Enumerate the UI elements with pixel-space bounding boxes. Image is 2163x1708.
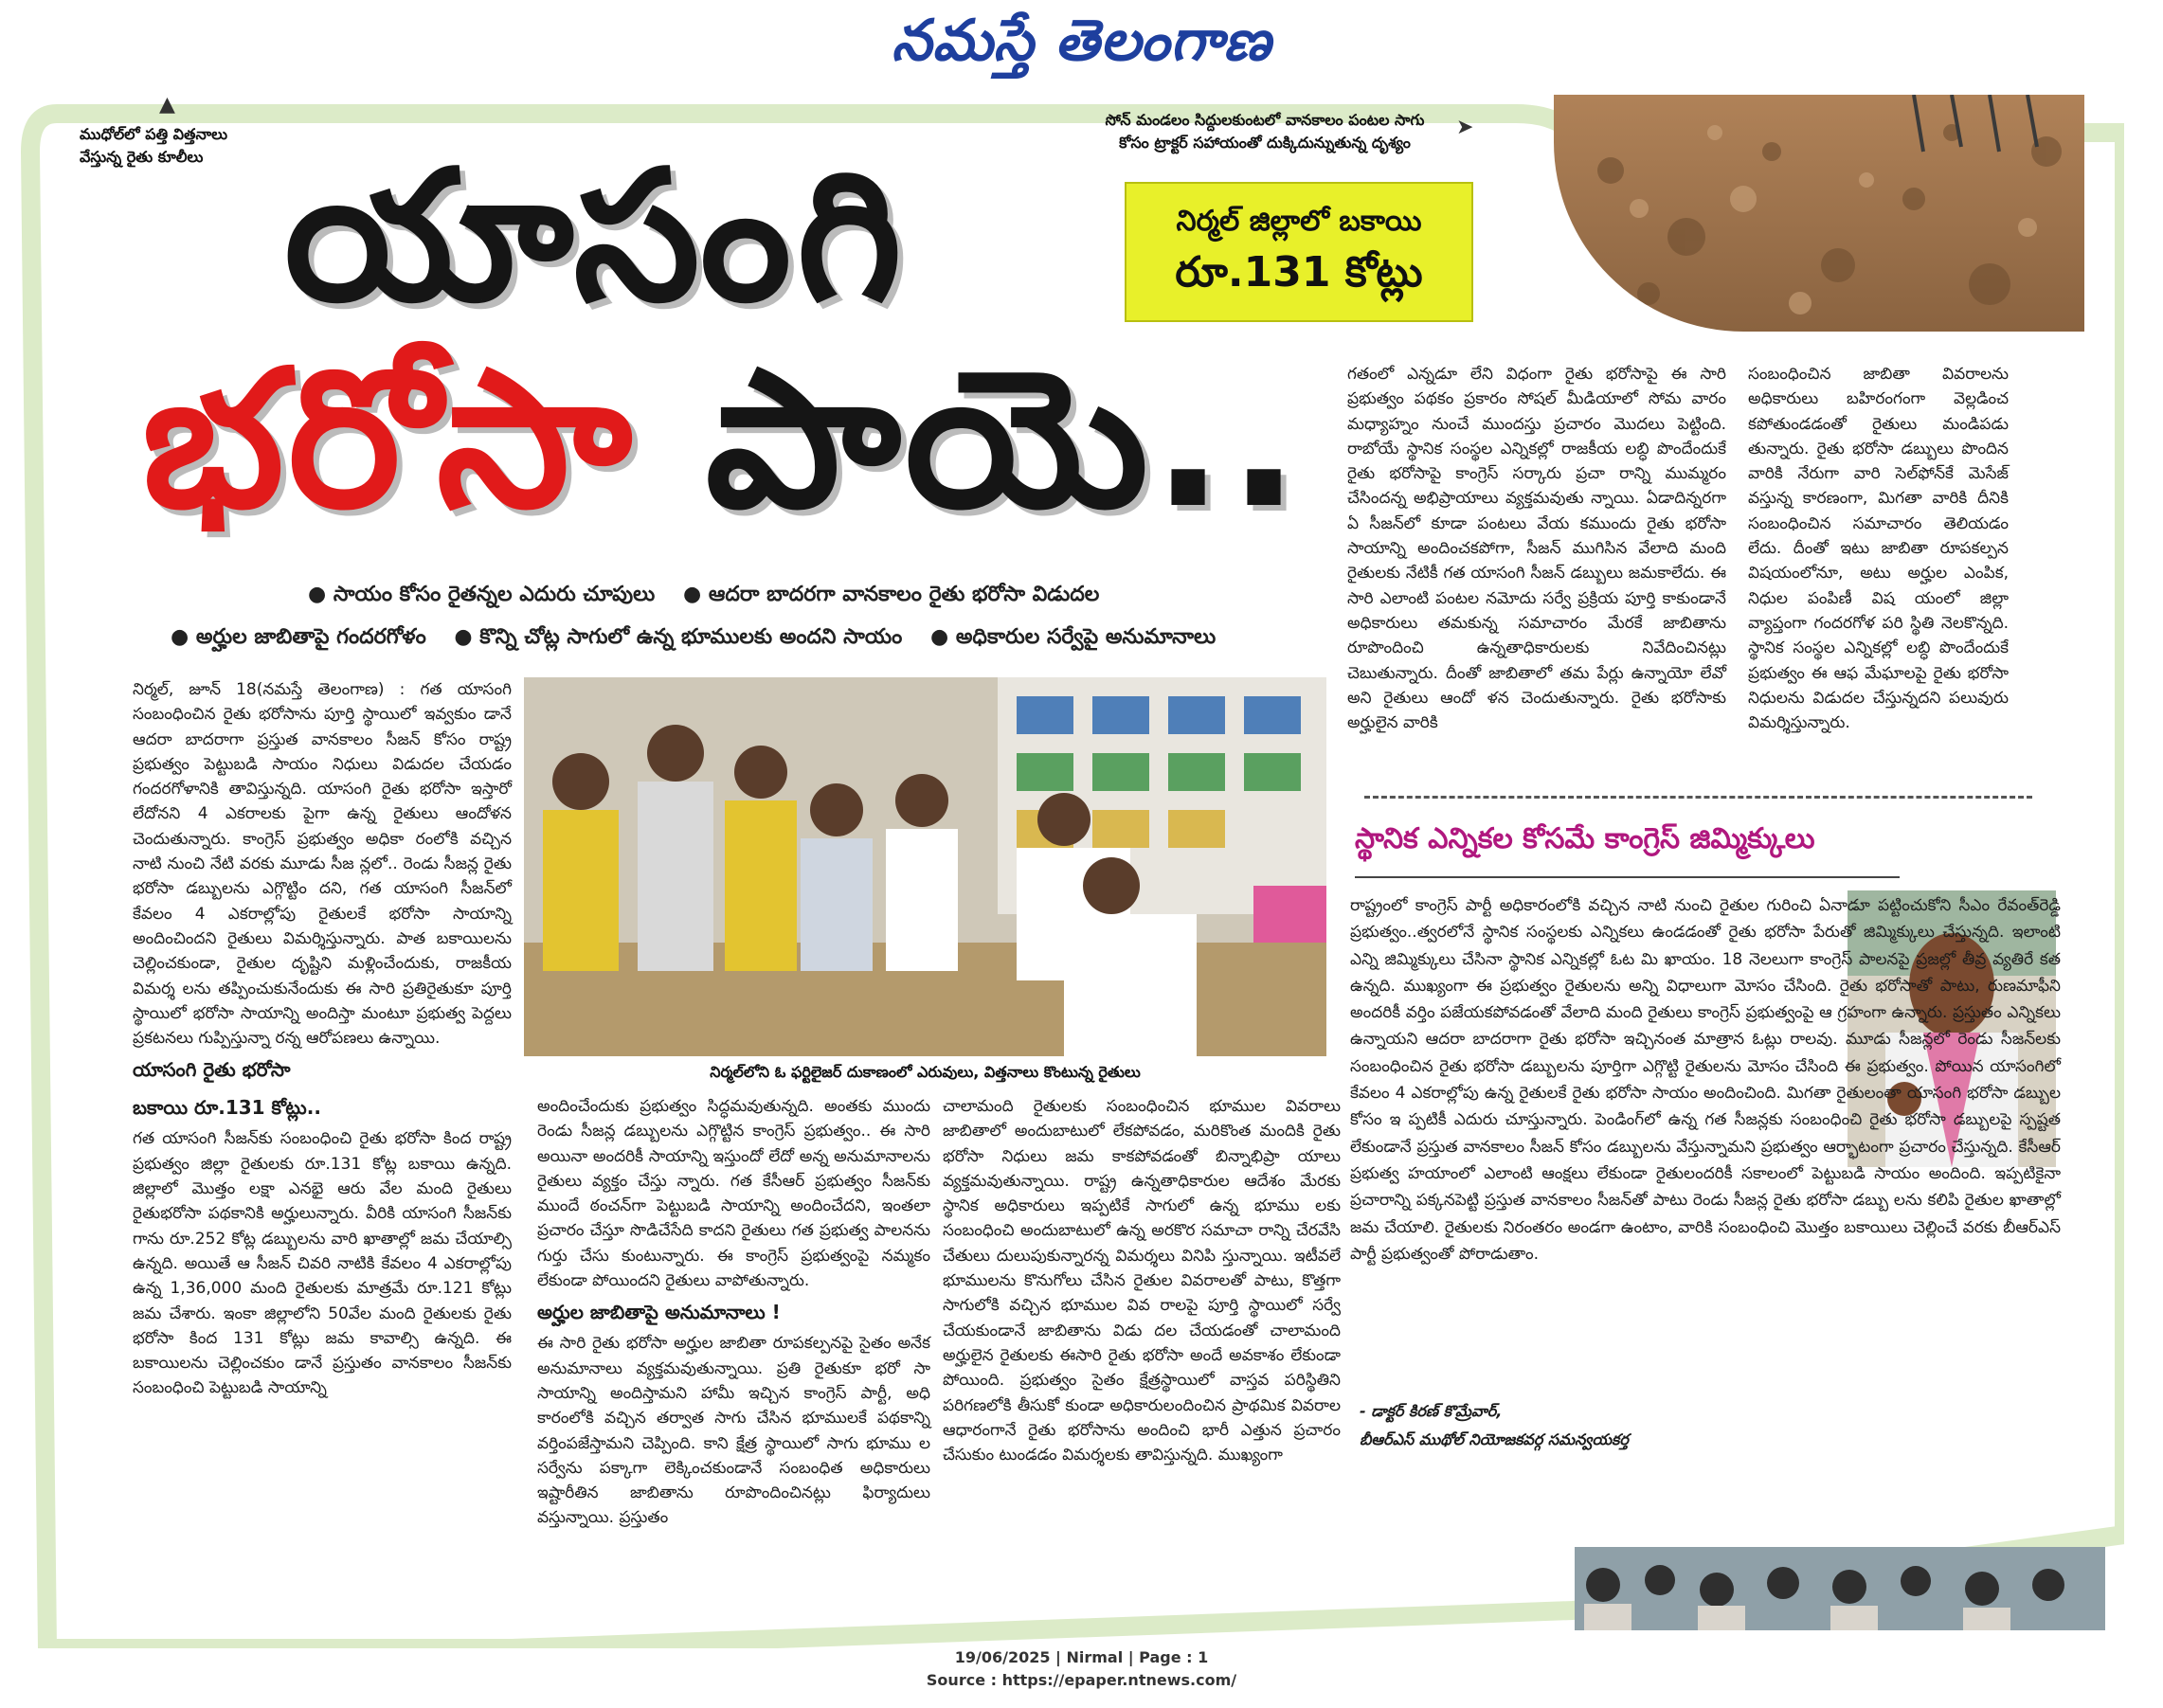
article-col3: చాలామంది రైతులకు సంబంధించిన భూముల వివరాలు జాబితాలో అందుబాటులో లేకపోవడం, మరికొంత మందికి రైతు భరోసా నిధులు జమ కాకపోవడంతో బిన్నాభిప్రా యాలు వ్యక్తమవుతున్నాయి. రాష్ట్ర ఉన్నతాధికారుల ఆదేశం మేరకు స్థానిక అధికారులు ఇప్పటికే సాగులో ఉన్న భూము లకు సంబంధించి అందుబాటులో ఉన్న అరకొర సమాచా రాన్ని చేరవేసి చేతులు దులుపుకున్నారన్న విమర్శలు వినిపి స్తున్నాయి. ఇటీవలే భూములను కొనుగోలు చేసిన రైతుల వివరాలతో పాటు, కొత్తగా సాగులోకి వచ్చిన భూముల వివ రాలపై పూర్తి స్థాయిలో సర్వే చేయకుండానే జాబితాను విడు దల చేయడంతో చాలామంది అర్హులైన రైతులకు ఈసారి రైతు భరోసా అందే అవకాశం లేకుండా పోయింది. ప్రభుత్వం సైతం క్షేత్రస్థాయిలో వాస్తవ పరిస్థితిని పరిగణలోకి తీసుకో కుండా అధికారులందించిన ప్రాథమిక వివరాల ఆధారంగానే రైతు భరోసాను అందించి భారీ ఎత్తున ప్రచారం చేసుకుం టుండడం విమర్శలకు తావిస్తున్నది. ముఖ్యంగా [943, 1097, 1341, 1465]
headline-line1: యాసంగి [284, 132, 908, 341]
arrow-up-icon: ▲ [159, 93, 175, 117]
subhead-bullets-row2: ● అర్హుల జాబితాపై గందరగోళం ● కొన్ని చోట్ల సాగులో ఉన్న భూములకు అందని సాయం ● అధికారుల సర్వేపై అనుమానాలు [171, 625, 1217, 649]
sidebar-signature: - డాక్టర్ కిరణ్ కొమ్రేవార్, బీఆర్ఎస్ ముథోల్ నియోజకవర్గ సమన్వయకర్త [1360, 1402, 1629, 1448]
caption-tractor: సోన్ మండలం సిద్దులకుంటలో వానకాలం పంటల సాగు కోసం ట్రాక్టర్ సహాయంతో దుక్కిదున్నుతున్న దృశ్యం [1105, 111, 1425, 152]
caption-cotton-sowing: ముధోల్‌లో పత్తి విత్తనాలు వేస్తున్న రైతు కూలీలు [80, 125, 227, 166]
shop-photo-caption: నిర్మల్‌లోని ఓ ఫర్టిలైజర్ దుకాణంలో ఎరువులు, విత్తనాలు కొంటున్న రైతులు [710, 1063, 1141, 1081]
arrears-box: నిర్మల్ జిల్లాలో బకాయి రూ.131 కోట్లు [1125, 182, 1473, 322]
section-divider [1364, 796, 2032, 799]
sidebar-title-rule [1355, 876, 1900, 878]
masthead-title: నమస్తే తెలంగాణ [891, 8, 1272, 74]
article-col1: నిర్మల్, జూన్ 18(నమస్తే తెలంగాణ) : గత యాసంగి సంబంధించిన రైతు భరోసాను పూర్తి స్థాయిలో ఇవ్వకుం డానే ఆదరా బాదరాగా ప్రస్తుత వానకాలం సీజన్ కోసం రాష్ట్ర ప్రభుత్వం పెట్టుబడి సాయం నిధులు విడుదల చేయడం గందరగోళానికి తావిస్తున్నది. యాసంగి రైతు భరోసా ఇస్తారో లేదోనని 4 ఎకరాలకు పైగా ఉన్న రైతులు ఆందోళన చెందుతున్నారు. కాంగ్రెస్ ప్రభుత్వం అధికా రంలోకి వచ్చిన నాటి నుంచి నేటి వరకు మూడు సీజ న్లలో.. రెండు సీజన్ల రైతు భరోసా డబ్బులను ఎగ్గొట్టిం దని, గత యాసంగి సీజన్‌లో కేవలం 4 ఎకరాల్లోపు రైతులకే భరోసా సాయాన్ని అందించిందని రైతులు విమర్శిస్తున్నారు. పాత బకాయిలను చెల్లించకుండా, రైతుల దృష్టిని మళ్లించేందుకు, రాజకీయ విమర్శ లను తప్పించుకునేందుకు ఈ సారి ప్రతిరైతుకూ పూర్తి స్థాయిలో భరోసా సాయాన్ని అందిస్తా మంటూ ప్రభుత్వ పెద్దలు ప్రకటనలు గుప్పిస్తున్నా రన్న ఆరోపణలు ఉన్నాయి. యాసంగి రైతు భరోసా బకాయి రూ.131 కోట్లు.. గత యాసంగి సీజన్‌కు సంబంధించి రైతు భరోసా కింద రాష్ట్ర ప్రభుత్వం జిల్లా రైతులకు రూ.131 కోట్ల బకాయి ఉన్నది. జిల్లాలో మొత్తం లక్షా ఎనభై ఆరు వేల మంది రైతులు రైతుభరోసా పథకానికి అర్హులున్నారు. వీరికి యాసంగి సీజన్‌కు గాను రూ.252 కోట్ల డబ్బులను వారి ఖాతాల్లో జమ చేయాల్సి ఉన్నది. అయితే ఆ సీజన్ చివరి నాటికి కేవలం 4 ఎకరాల్లోపు ఉన్న 1,36,000 మంది రైతులకు మాత్రమే రూ.121 కోట్లు జమ చేశారు. ఇంకా జిల్లాలోని 50వేల మంది రైతులకు రైతు భరోసా కింద 131 కోట్లు జమ కావాల్సి ఉన్నది. ఈ బకాయిలను చెల్లించకుం డానే ప్రస్తుతం వానకాలం సీజన్‌కు సంబంధించి పెట్టుబడి సాయాన్ని [133, 680, 512, 1398]
article-col5: సంబంధించిన జాబితా వివరాలను అధికారులు బహిరంగంగా వెల్లడించ కపోతుండడంతో రైతులు మండిపడు తున్నారు. రైతు భరోసా డబ్బులు పొందిన వారికి నేరుగా వారి సెల్‌ఫోన్‌కే మెసేజ్ వస్తున్న కారణంగా, మిగతా వారికి దీనికి సంబంధించిన సమాచారం తెలియడం లేదు. దీంతో ఇటు జాబితా రూపకల్పన విషయంలోనూ, అటు అర్హుల ఎంపిక, నిధుల పంపిణీ విష యంలో జిల్లా వ్యాప్తంగా గందరగోళ పరి స్థితి నెలకొన్నది. స్థానిక సంస్థల ఎన్నికల్లో లబ్ధి పొందేందుకే ప్రభుత్వం ఈ ఆఫ మేఘాలపై రైతు భరోసా నిధులను విడుదల చేస్తున్నదని పలువురు విమర్శిస్తున్నారు. [1748, 365, 2009, 733]
crowd-photo [1575, 1547, 2105, 1630]
subhead-bullets-row1: ● సాయం కోసం రైతన్నల ఎదురు చూపులు ● ఆదరా బాదరగా వానకాలం రైతు భరోసా విడుదల [308, 583, 1100, 606]
arrow-right-icon: ➤ [1456, 116, 1474, 139]
footer: 19/06/2025 | Nirmal | Page : 1 Source : https://epaper.ntnews.com/ [926, 1648, 1237, 1689]
article-col4: గతంలో ఎన్నడూ లేని విధంగా రైతు భరోసాపై ఈ సారి ప్రభుత్వం పథకం ప్రకారం సోషల్ మీడియాలో సోమ వారం మధ్యాహ్నం నుంచే ముందస్తు ప్రచారం మొదలు పెట్టింది. రాబోయే స్థానిక సంస్థల ఎన్నికల్లో రాజకీయ లబ్ధి పొందేందుకే రైతు భరోసాపై కాంగ్రెస్ సర్కారు ప్రచా రాన్ని ముమ్మరం చేసిందన్న అభిప్రాయాలు వ్యక్తమవుతు న్నాయి. ఏడాదిన్నరగా ఏ సీజన్‌లో కూడా పంటలు వేయ కముందు రైతు భరోసా సాయాన్ని అందించకపోగా, సీజన్ ముగిసిన వేలాది మంది రైతులకు నేటికీ గత యాసంగి సీజన్ డబ్బులు జమకాలేదు. ఈ సారి ఎలాంటి పంటల నమోదు సర్వే ప్రక్రియ పూర్తి కాకుండానే అధికారులు తమకున్న సమాచారం మేరకే జాబితాను రూపొందించి ఉన్నతాధికారులకు నివేదించినట్లు చెబుతున్నారు. దీంతో జాబితాలో తమ పేర్లు ఉన్నాయో లేవో అని రైతులు ఆందో ళన చెందుతున్నారు. రైతు భరోసాకు అర్హులైన వారికి [1347, 365, 1726, 733]
fertilizer-shop-photo [524, 677, 1326, 1056]
article-col2: అందించేందుకు ప్రభుత్వం సిద్ధమవుతున్నది. అంతకు ముందు రెండు సీజన్ల డబ్బులను ఎగ్గొట్టిన కాంగ్రెస్ ప్రభుత్వం.. ఈ సారి అయినా అందరికీ సాయాన్ని ఇస్తుందో లేదో అన్న అనుమానాలను రైతులు వ్యక్తం చేస్తు న్నారు. గత కేసీఆర్ ప్రభుత్వం సీజన్‌కు ముందే ఠంచన్‌గా పెట్టుబడి సాయాన్ని అందించేదని, ఇంతలా ప్రచారం చేస్తూ సొడిచేసేది కాదని రైతులు గత ప్రభుత్వ పాలనను గుర్తు చేసు కుంటున్నారు. ఈ కాంగ్రెస్ ప్రభుత్వంపై నమ్మకం లేకుండా పోయిందని రైతులు వాపోతున్నారు. అర్హుల జాబితాపై అనుమానాలు ! ఈ సారి రైతు భరోసా అర్హుల జాబితా రూపకల్పనపై సైతం అనేక అనుమానాలు వ్యక్తమవుతున్నాయి. ప్రతి రైతుకూ భరో సా సాయాన్ని అందిస్తామని హామీ ఇచ్చిన కాంగ్రెస్ పార్టీ, అధి కారంలోకి వచ్చిన తర్వాత సాగు చేసిన భూములకే పథకాన్ని వర్తింపజేస్తామని చెప్పింది. కాని క్షేత్ర స్థాయిలో సాగు భూము ల సర్వేను పక్కాగా లెక్కించకుండానే సంబంధిత అధికారులు ఇష్టారీతిన జాబితాను రూపొందించినట్లు ఫిర్యాదులు వస్తున్నాయి. ప్రస్తుతం [537, 1097, 930, 1528]
sidebar-body: రాష్ట్రంలో కాంగ్రెస్ పార్టీ అధికారంలోకి వచ్చిన నాటి నుంచి రైతుల గురించి ఏనాడూ పట్టించుకోని సీఎం రేవంత్‌రెడ్డి ప్రభుత్వం..త్వరలోనే స్థానిక సంస్థలకు ఎన్నికలు ఉండడంతో రైతు భరోసా పేరుతో జిమ్మిక్కులు చేస్తున్నది. ఇలాంటి ఎన్ని జిమ్మిక్కులు చేసినా స్థానిక ఎన్నికల్లో ఓట మి ఖాయం. 18 నెలలుగా కాంగ్రెస్ పాలనపై ప్రజల్లో తీవ్ర వ్యతిరే కత ఉన్నది. ముఖ్యంగా ఈ ప్రభుత్వం రైతులను అన్ని విధాలుగా మోసం చేసింది. రైతు భరోసాతో పాటు, రుణమాఫీని అందరికీ వర్తిం పజేయకపోవడంతో వేలాది మంది రైతులు కాంగ్రెస్ ప్రభుత్వంపై ఆ గ్రహంగా ఉన్నారు. ప్రస్తుతం ఎన్నికలు ఉన్నాయని ఆదరా బాదరాగా రైతు భరోసా ఇచ్చినంత మాత్రాన ఓట్లు రాలవు. మూడు సీజన్లలో రెండు సీజన్‌లకు సంబంధించిన రైతు భరోసా డబ్బులను పూర్తిగా ఎగ్గొట్టి రైతులను మోసం చేసింది ఈ ప్రభుత్వం. పోయిన యాసంగిలో కేవలం 4 ఎకరాల్లోపు ఉన్న రైతులకే రైతు భరోసా సాయం అందించింది. మిగతా రైతులంతా యాసంగి భరోసా డబ్బుల కోసం ఇ ప్పటికీ ఎదురు చూస్తున్నారు. పెండింగ్‌లో ఉన్న గత సీజన్లకు సంబంధించి రైతు భరోసా డబ్బులపై స్పష్టత లేకుండానే ప్రస్తుత వానకాలం సీజన్ కోసం డబ్బులను వేస్తున్నామని ప్రభుత్వం ఆర్భాటంగా ప్రచారం చేస్తున్నది. కేసీఆర్ ప్రభుత్వ హయాంలో ఎలాంటి ఆంక్షలు లేకుండా రైతులందరికీ సకాలంలో పెట్టుబడి సాయం అందింది. ఇప్పటికైనా ప్రచారాన్ని పక్కనపెట్టి ప్రస్తుత వానకాలం సీజన్‌తో పాటు రెండు సీజన్ల రైతు భరోసా డబ్బు లను కలిపి రైతుల ఖాతాల్లో జమ చేయాలి. రైతులకు నిరంతరం అండగా ఉంటాం, వారికి సంబంధించి మొత్తం బకాయిలు చెల్లించే వరకు బీఆర్ఎస్ పార్టీ ప్రభుత్వంతో పోరాడుతాం. [1350, 896, 2061, 1264]
headline-line2: భరోసా పాయె.. [142, 330, 1305, 550]
sidebar-title: స్థానిక ఎన్నికల కోసమే కాంగ్రెస్ జిమ్మిక్కులు [1355, 822, 1815, 855]
tractor-field-photo [1554, 95, 2084, 332]
